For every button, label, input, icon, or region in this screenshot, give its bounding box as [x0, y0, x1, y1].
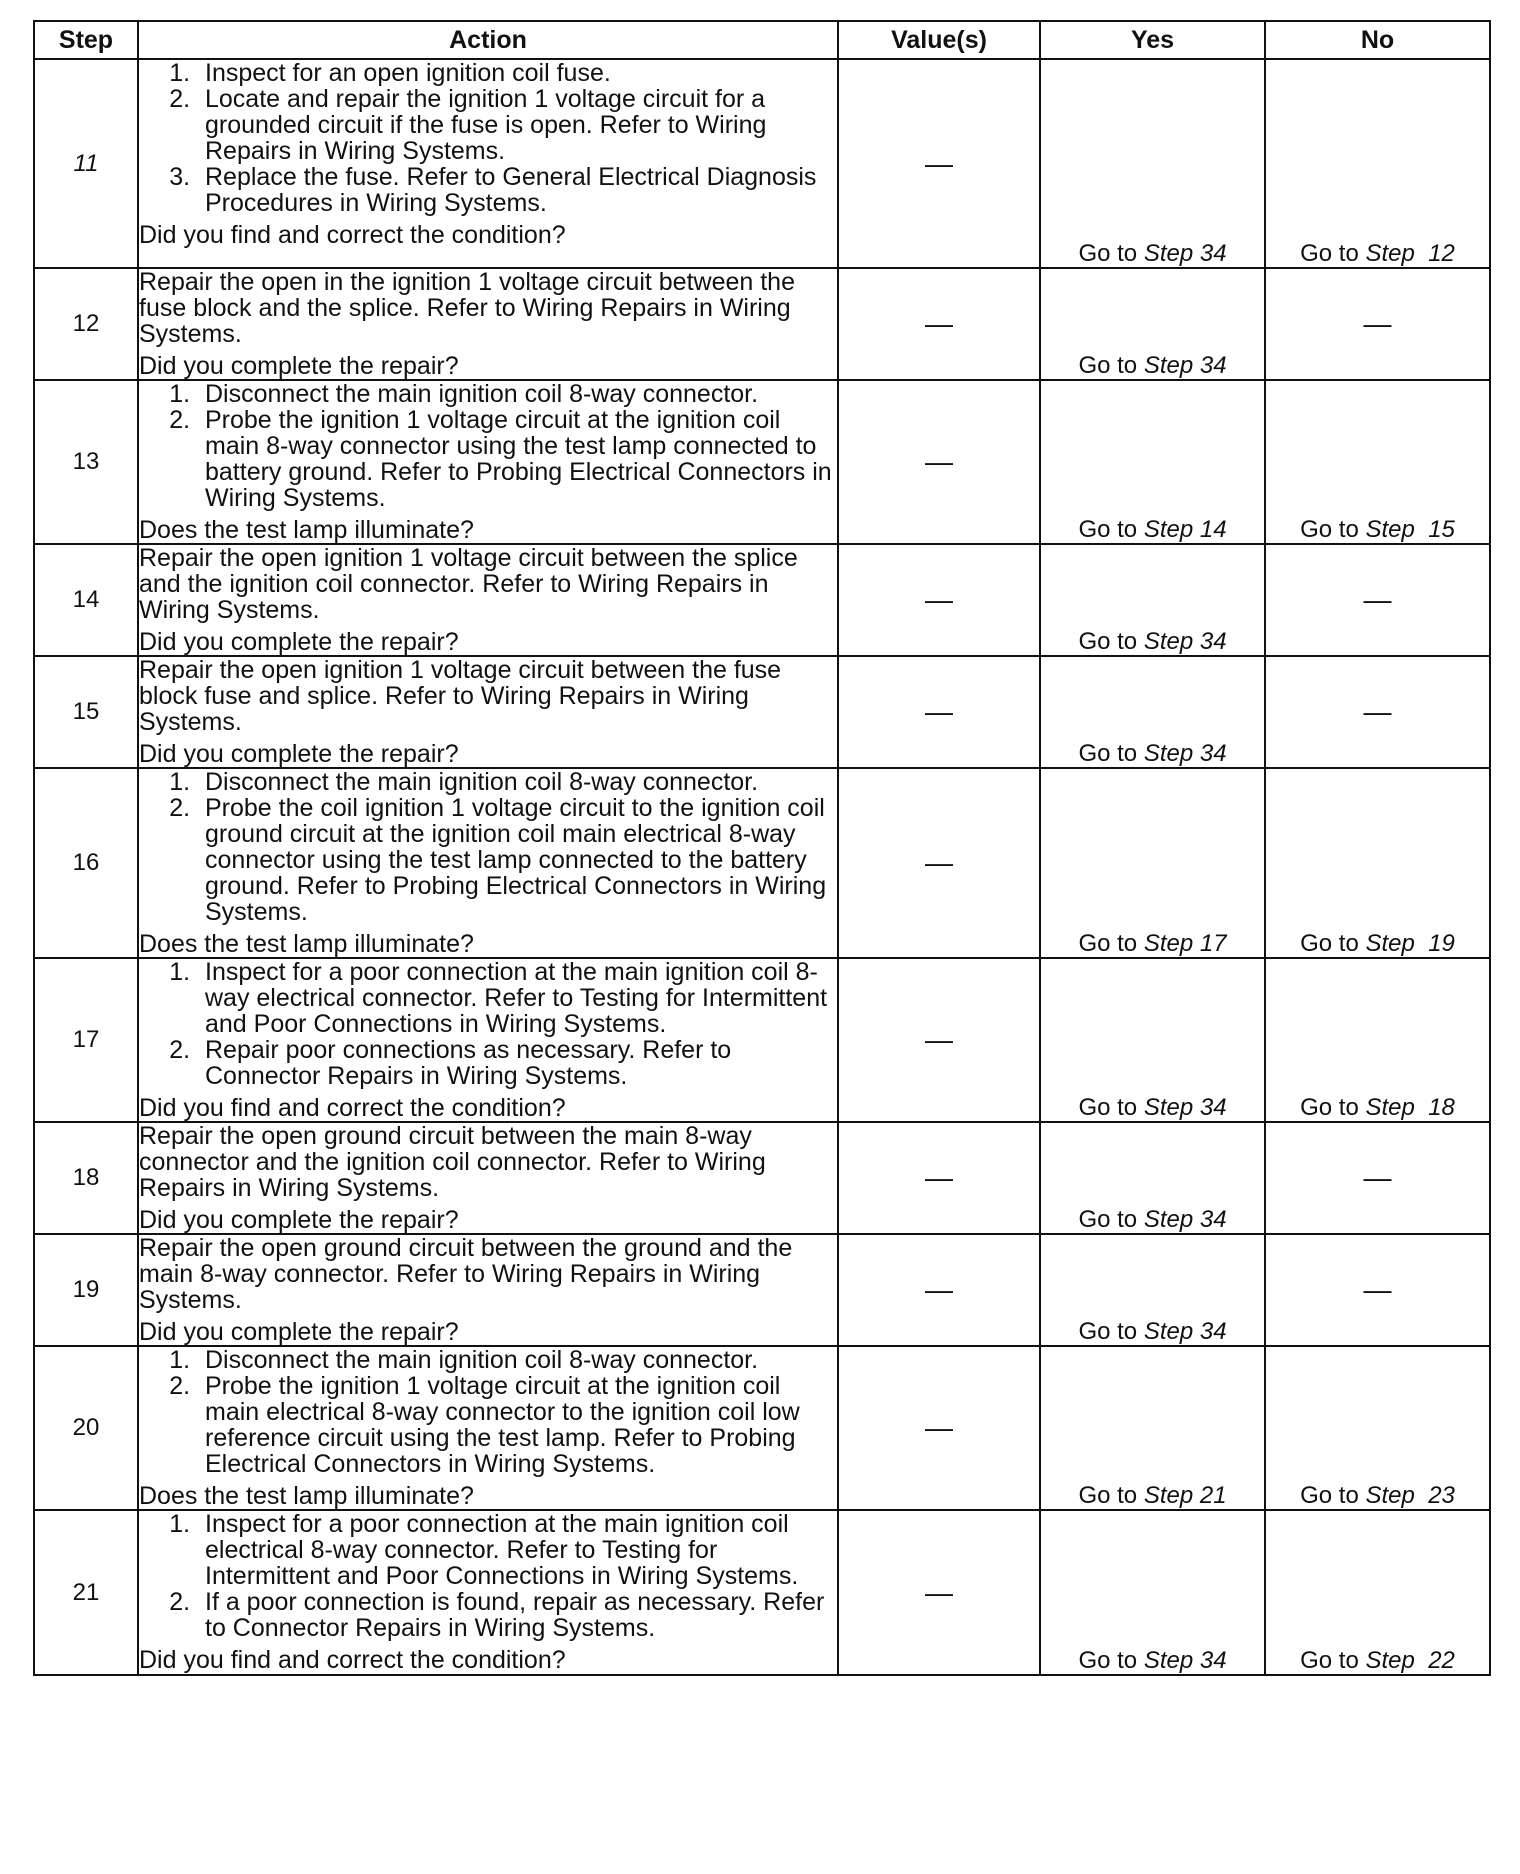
step-number: 13	[34, 380, 138, 544]
action-step-item: 1. Inspect for an open ignition coil fuse.	[197, 60, 837, 86]
table-row	[34, 656, 1490, 768]
step-number: 17	[34, 958, 138, 1122]
table-row	[34, 380, 1490, 544]
step-word: Step	[1143, 1206, 1194, 1233]
step-word: Step	[1143, 240, 1194, 267]
table-body	[34, 59, 1490, 1675]
value-cell: —	[838, 1122, 1040, 1234]
step-word: Step	[1143, 352, 1194, 379]
step-ref[interactable]: 18	[1428, 1094, 1455, 1121]
step-number: 11	[34, 59, 138, 268]
step-ref[interactable]: 34	[1199, 740, 1227, 767]
value-cell: —	[838, 380, 1040, 544]
diagnostic-table-page	[33, 20, 1491, 1676]
action-step-list	[139, 60, 837, 216]
action-question: Does the test lamp illuminate?	[139, 1482, 474, 1510]
value-cell: —	[838, 59, 1040, 268]
action-question: Did you find and correct the condition?	[139, 221, 566, 249]
action-cell	[138, 380, 838, 544]
goto-label: Go to	[1078, 1094, 1138, 1121]
goto-label: Go to	[1078, 1647, 1138, 1674]
value-cell: —	[838, 544, 1040, 656]
no-cell	[1265, 1510, 1490, 1675]
step-word: Step	[1143, 1318, 1194, 1345]
step-ref[interactable]: 34	[1199, 628, 1227, 655]
goto-label: Go to	[1300, 930, 1359, 957]
goto-label: Go to	[1300, 1094, 1359, 1121]
step-ref[interactable]: 34	[1199, 352, 1227, 379]
step-word: Step	[1143, 1647, 1194, 1674]
header-row	[34, 21, 1490, 59]
action-step-item: 2. If a poor connection is found, repair as necessary. Refer to Connector Repairs in Wiring Systems.	[197, 1589, 837, 1641]
value-cell: —	[838, 1510, 1040, 1675]
step-number: 18	[34, 1122, 138, 1234]
action-cell	[138, 268, 838, 380]
yes-cell	[1040, 59, 1265, 268]
no-cell: —	[1265, 268, 1490, 380]
action-step-list	[139, 769, 837, 925]
step-ref[interactable]: 17	[1199, 930, 1227, 957]
header-no: No	[1265, 21, 1490, 59]
step-word: Step	[1365, 516, 1415, 543]
goto-label: Go to	[1078, 1206, 1138, 1233]
action-step-list	[139, 381, 837, 511]
table-row	[34, 958, 1490, 1122]
step-number: 21	[34, 1510, 138, 1675]
step-word: Step	[1365, 1647, 1415, 1674]
header-action: Action	[138, 21, 838, 59]
action-step-item: 2. Probe the ignition 1 voltage circuit at the ignition coil main electrical 8-way connector to the ignition coil low reference circuit using the test lamp. Refer to Probing Electrical Connectors in Wiring Systems.	[197, 1373, 837, 1477]
action-question: Did you complete the repair?	[139, 740, 459, 768]
value-cell: —	[838, 268, 1040, 380]
yes-cell	[1040, 958, 1265, 1122]
step-ref[interactable]: 23	[1428, 1482, 1455, 1509]
value-cell: —	[838, 1234, 1040, 1346]
yes-cell	[1040, 544, 1265, 656]
step-word: Step	[1143, 1482, 1194, 1509]
goto-label: Go to	[1078, 1482, 1138, 1509]
table-row	[34, 1510, 1490, 1675]
action-cell	[138, 59, 838, 268]
step-ref[interactable]: 34	[1199, 240, 1227, 267]
header-values: Value(s)	[838, 21, 1040, 59]
step-word: Step	[1365, 930, 1415, 957]
table-row	[34, 1346, 1490, 1510]
action-question: Does the test lamp illuminate?	[139, 930, 474, 958]
table-row	[34, 1122, 1490, 1234]
step-number: 20	[34, 1346, 138, 1510]
action-question: Did you complete the repair?	[139, 352, 459, 380]
goto-label: Go to	[1078, 1318, 1138, 1345]
step-ref[interactable]: 12	[1428, 240, 1455, 267]
header-yes: Yes	[1040, 21, 1265, 59]
action-text: Repair the open ignition 1 voltage circuit between the splice and the ignition coil connector. Refer to Wiring Repairs in Wiring Systems.	[139, 544, 798, 624]
step-ref[interactable]: 34	[1199, 1206, 1227, 1233]
action-question: Did you find and correct the condition?	[139, 1094, 566, 1122]
yes-cell	[1040, 1234, 1265, 1346]
action-cell	[138, 656, 838, 768]
step-number: 15	[34, 656, 138, 768]
step-number: 19	[34, 1234, 138, 1346]
step-ref[interactable]: 14	[1199, 516, 1227, 543]
action-text: Repair the open ground circuit between the main 8-way connector and the ignition coil connector. Refer to Wiring Repairs in Wiring Systems.	[139, 1122, 766, 1202]
step-ref[interactable]: 34	[1199, 1094, 1227, 1121]
goto-label: Go to	[1078, 240, 1138, 267]
action-question: Does the test lamp illuminate?	[139, 516, 474, 544]
header-step: Step	[34, 21, 138, 59]
goto-label: Go to	[1078, 628, 1138, 655]
action-text: Repair the open ground circuit between the ground and the main 8-way connector. Refer to Wiring Repairs in Wiring Systems.	[139, 1234, 793, 1314]
diagnostic-table	[33, 20, 1491, 1676]
action-step-item: 3. Replace the fuse. Refer to General Electrical Diagnosis Procedures in Wiring Systems.	[197, 164, 837, 216]
action-cell	[138, 958, 838, 1122]
goto-label: Go to	[1078, 740, 1138, 767]
no-cell	[1265, 958, 1490, 1122]
goto-label: Go to	[1300, 1482, 1359, 1509]
action-step-item: 1. Inspect for a poor connection at the main ignition coil 8-way electrical connector. Refer to Testing for Intermittent and Poor Connections in Wiring Systems.	[197, 959, 837, 1037]
action-step-item: 1. Disconnect the main ignition coil 8-way connector.	[197, 381, 837, 407]
table-row	[34, 768, 1490, 958]
action-text: Repair the open in the ignition 1 voltage circuit between the fuse block and the splice. Refer to Wiring Repairs in Wiring Systems.	[139, 268, 795, 348]
yes-cell	[1040, 1346, 1265, 1510]
yes-cell	[1040, 1510, 1265, 1675]
no-cell	[1265, 380, 1490, 544]
yes-cell	[1040, 656, 1265, 768]
yes-cell	[1040, 380, 1265, 544]
yes-cell	[1040, 268, 1265, 380]
no-cell	[1265, 1346, 1490, 1510]
no-cell: —	[1265, 544, 1490, 656]
action-cell	[138, 1510, 838, 1675]
action-step-item: 1. Inspect for a poor connection at the main ignition coil electrical 8-way connector. Refer to Testing for Intermittent and Poor Connections in Wiring Systems.	[197, 1511, 837, 1589]
step-ref[interactable]: 34	[1199, 1318, 1227, 1345]
step-ref[interactable]: 34	[1199, 1647, 1227, 1674]
action-question: Did you find and correct the condition?	[139, 1646, 566, 1674]
yes-cell	[1040, 768, 1265, 958]
action-question: Did you complete the repair?	[139, 1206, 459, 1234]
yes-cell	[1040, 1122, 1265, 1234]
action-cell	[138, 544, 838, 656]
action-step-item: 2. Probe the ignition 1 voltage circuit at the ignition coil main 8-way connector using the test lamp connected to battery ground. Refer to Probing Electrical Connectors in Wiring Systems.	[197, 407, 837, 511]
action-step-list	[139, 1347, 837, 1477]
no-cell	[1265, 768, 1490, 958]
action-step-list	[139, 1511, 837, 1641]
action-step-item: 1. Disconnect the main ignition coil 8-way connector.	[197, 1347, 837, 1373]
action-cell	[138, 768, 838, 958]
step-ref[interactable]: 19	[1428, 930, 1455, 957]
step-number: 14	[34, 544, 138, 656]
action-step-item: 2. Locate and repair the ignition 1 voltage circuit for a grounded circuit if the fuse is open. Refer to Wiring Repairs in Wiring Systems.	[197, 86, 837, 164]
goto-label: Go to	[1078, 352, 1138, 379]
goto-label: Go to	[1078, 930, 1138, 957]
goto-label: Go to	[1078, 516, 1138, 543]
action-text: Repair the open ignition 1 voltage circuit between the fuse block fuse and splice. Refer to Wiring Repairs in Wiring Systems.	[139, 656, 782, 736]
step-word: Step	[1365, 1094, 1415, 1121]
action-step-item: 2. Probe the coil ignition 1 voltage circuit to the ignition coil ground circuit at the ignition coil main electrical 8-way connector using the test lamp connected to the battery ground. Refer to Probing Electrical Connectors in Wiring Systems.	[197, 795, 837, 925]
step-word: Step	[1365, 240, 1415, 267]
step-word: Step	[1365, 1482, 1415, 1509]
action-step-item: 1. Disconnect the main ignition coil 8-way connector.	[197, 769, 837, 795]
step-word: Step	[1143, 930, 1194, 957]
action-cell	[138, 1234, 838, 1346]
step-ref[interactable]: 22	[1428, 1647, 1455, 1674]
step-ref[interactable]: 21	[1199, 1482, 1227, 1509]
action-question: Did you complete the repair?	[139, 1318, 459, 1346]
value-cell: —	[838, 768, 1040, 958]
value-cell: —	[838, 958, 1040, 1122]
goto-label: Go to	[1300, 240, 1359, 267]
action-step-item: 2. Repair poor connections as necessary. Refer to Connector Repairs in Wiring Systems.	[197, 1037, 837, 1089]
step-ref[interactable]: 15	[1428, 516, 1455, 543]
action-question: Did you complete the repair?	[139, 628, 459, 656]
goto-label: Go to	[1300, 516, 1359, 543]
step-word: Step	[1143, 740, 1194, 767]
value-cell: —	[838, 656, 1040, 768]
step-number: 12	[34, 268, 138, 380]
action-cell	[138, 1346, 838, 1510]
no-cell: —	[1265, 1122, 1490, 1234]
step-word: Step	[1143, 628, 1194, 655]
table-row	[34, 268, 1490, 380]
action-cell	[138, 1122, 838, 1234]
step-word: Step	[1143, 1094, 1194, 1121]
action-step-list	[139, 959, 837, 1089]
table-row	[34, 1234, 1490, 1346]
no-cell: —	[1265, 1234, 1490, 1346]
table-row	[34, 59, 1490, 268]
step-number: 16	[34, 768, 138, 958]
no-cell: —	[1265, 656, 1490, 768]
no-cell	[1265, 59, 1490, 268]
value-cell: —	[838, 1346, 1040, 1510]
table-row	[34, 544, 1490, 656]
goto-label: Go to	[1300, 1647, 1359, 1674]
step-word: Step	[1143, 516, 1194, 543]
